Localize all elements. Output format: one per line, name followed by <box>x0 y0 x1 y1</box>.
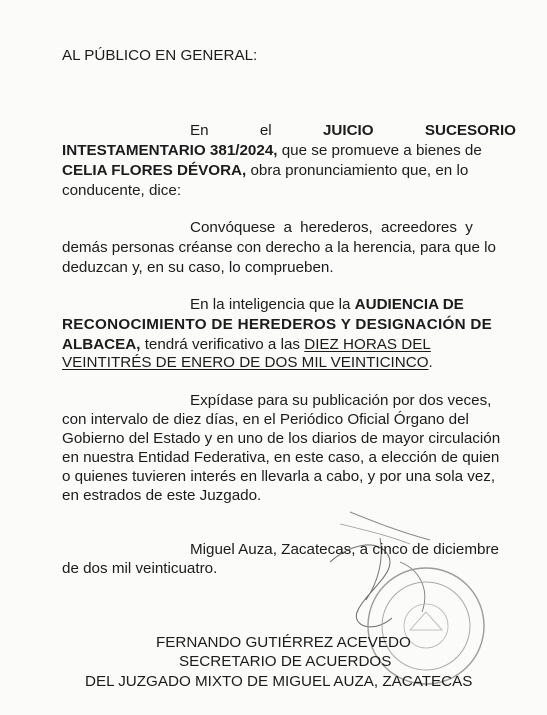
p3-line-2: RECONOCIMIENTO DE HEREDEROS Y DESIGNACIÓN DE <box>62 316 493 333</box>
p4-line-6: en estrados de este Juzgado. <box>62 487 262 504</box>
hearing-title-end: ALBACEA, <box>62 336 141 353</box>
p5-line-1: Miguel Auza, Zacatecas, a cinco de diciembre <box>190 541 499 558</box>
p3-line-3-text: tendrá verificativo a las <box>140 336 305 353</box>
p1-line-1 <box>190 122 516 140</box>
p5-line-2: de dos mil veinticuatro. <box>62 560 218 577</box>
signer-name: FERNANDO GUTIÉRREZ ACEVEDO <box>156 634 411 651</box>
hearing-date: VEINTITRÉS DE ENERO DE DOS MIL VEINTICINCO <box>62 354 429 371</box>
salutation: AL PÚBLICO EN GENERAL: <box>62 47 258 64</box>
p3-line-1 <box>190 296 464 314</box>
p1-line-2 <box>62 142 482 160</box>
p2-line-2: demás personas créanse con derecho a la herencia, para que lo <box>62 239 496 256</box>
p3-line-4 <box>62 354 433 372</box>
p3-line-1-text: En la inteligencia que la <box>190 296 355 313</box>
p1-word-juicio: JUICIO <box>322 122 374 139</box>
p1-line-2-text: que se promueve a bienes de <box>277 142 482 159</box>
p1-word-en: En <box>190 122 209 139</box>
p2-line-3: deduzcan y, en su caso, lo comprueben. <box>62 259 334 276</box>
hearing-title-start: AUDIENCIA DE <box>354 296 464 313</box>
p4-line-1: Expídase para su publicación por dos veces, <box>190 392 492 409</box>
hearing-time: DIEZ HORAS DEL <box>304 336 431 353</box>
p4-line-4: en nuestra Entidad Federativa, en este caso, a elección de quien <box>62 449 500 466</box>
p1-line-3-text: obra pronunciamiento que, en lo <box>246 162 469 179</box>
p1-word-sucesorio: SUCESORIO <box>424 122 516 139</box>
p4-line-2: con intervalo de diez días, en el Periódico Oficial Órgano del <box>62 411 469 428</box>
signer-role: SECRETARIO DE ACUERDOS <box>179 653 392 670</box>
p3-line-4-end: . <box>428 354 433 371</box>
signer-court: DEL JUZGADO MIXTO DE MIGUEL AUZA, ZACATECAS <box>85 673 473 690</box>
p2-line-1: Convóquese a herederos, acreedores y <box>190 219 473 236</box>
p1-word-el: el <box>259 122 272 139</box>
p4-line-5: o quienes tuvieren interés en llevarla a cabo, y por una sola vez, <box>62 468 496 485</box>
p4-line-3: Gobierno del Estado y en uno de los diarios de mayor circulación <box>62 430 501 447</box>
p1-line-4: conducente, dice: <box>62 182 182 199</box>
p1-line-3 <box>62 162 468 180</box>
case-number: INTESTAMENTARIO 381/2024, <box>62 142 278 159</box>
deceased-name: CELIA FLORES DÉVORA, <box>62 162 247 179</box>
p3-line-3 <box>62 336 431 354</box>
